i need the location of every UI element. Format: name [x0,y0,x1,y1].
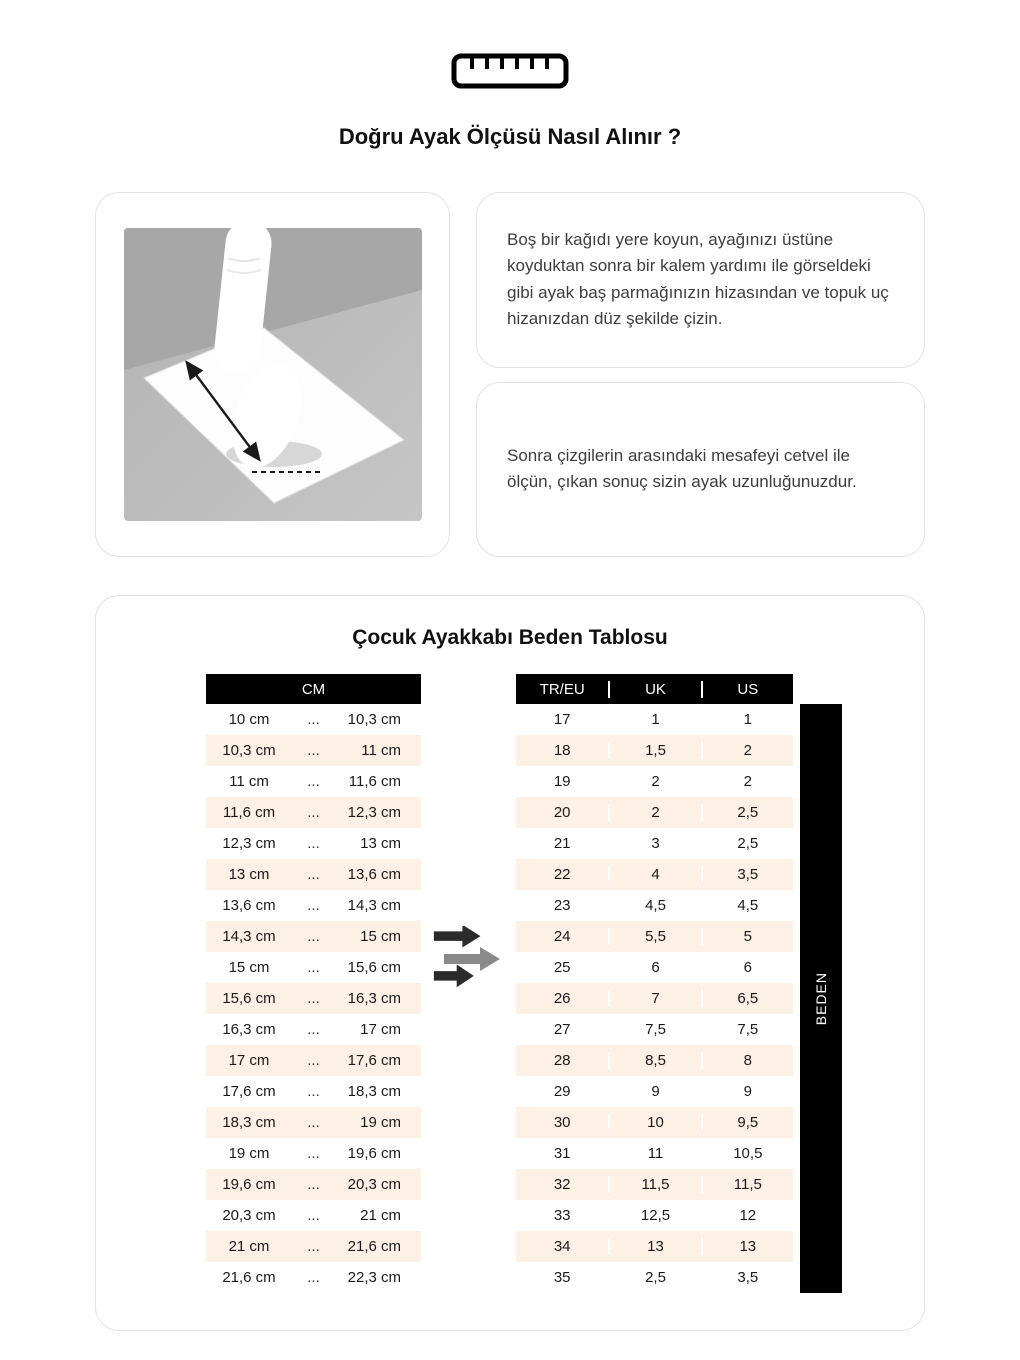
cm-to-cell: 17,6 cm [347,1052,401,1069]
cm-from-cell: 18,3 cm [222,1114,276,1131]
uk-cell: 13 [608,1238,700,1255]
treu-cell: 18 [553,742,571,759]
size-table-row [516,766,793,797]
size-table-row [516,1138,793,1169]
cm-table-row [206,735,421,766]
treu-cell: 31 [553,1145,571,1162]
us-cell: 7,5 [701,1021,793,1038]
cm-from-cell: 15 cm [228,959,270,976]
us-cell: 2 [701,773,793,790]
size-chart-title: Çocuk Ayakkabı Beden Tablosu [352,626,668,649]
cm-table-row [206,828,421,859]
cm-header-label: CM [301,680,326,698]
cm-to-cell: 20,3 cm [347,1176,401,1193]
treu-cell: 35 [553,1269,571,1286]
foot-measure-photo-card [95,192,450,557]
cm-from-cell: 10 cm [228,711,270,728]
cm-table-row [206,704,421,735]
cm-table-row [206,1076,421,1107]
us-cell: 2,5 [701,804,793,821]
cm-table-row [206,1045,421,1076]
size-chart-card [95,595,925,1331]
cm-from-cell: 20,3 cm [222,1207,276,1224]
cm-separator-cell: ... [307,1114,320,1131]
size-table-row [516,983,793,1014]
treu-cell: 24 [553,928,571,945]
cm-separator-cell: ... [307,959,320,976]
treu-cell: 23 [553,897,571,914]
uk-cell: 5,5 [608,928,700,945]
size-table-row [516,735,793,766]
cm-separator-cell: ... [307,1021,320,1038]
cm-separator-cell: ... [307,1238,320,1255]
size-table-row [516,1014,793,1045]
cm-to-cell: 10,3 cm [347,711,401,728]
instruction-steps [476,192,925,557]
cm-table-row [206,1169,421,1200]
size-table-row [516,797,793,828]
foot-on-paper-illustration [124,228,422,521]
treu-header: TR/EU [539,680,585,698]
cm-to-cell: 19 cm [360,1114,401,1131]
treu-cell: 30 [553,1114,571,1131]
cm-to-cell: 13,6 cm [347,866,401,883]
cm-table-row [206,1200,421,1231]
size-table-row [516,921,793,952]
beden-side-bar [800,704,842,1293]
cm-to-cell: 19,6 cm [347,1145,401,1162]
size-table-row [516,1076,793,1107]
uk-cell: 7 [608,990,700,1007]
cm-separator-cell: ... [307,1176,320,1193]
uk-cell: 1,5 [608,742,700,759]
us-cell: 6 [701,959,793,976]
cm-to-cell: 21 cm [360,1207,401,1224]
treu-cell: 20 [553,804,571,821]
cm-from-cell: 11 cm [229,773,269,790]
size-table-header [516,674,793,704]
cm-from-cell: 11,6 cm [222,804,276,821]
treu-cell: 29 [553,1083,571,1100]
instruction-step-1 [476,192,925,368]
cm-table-row [206,890,421,921]
cm-separator-cell: ... [307,742,320,759]
uk-cell: 7,5 [608,1021,700,1038]
treu-cell: 19 [553,773,571,790]
ruler-icon [451,52,569,90]
us-cell: 5 [701,928,793,945]
cm-to-cell: 15 cm [360,928,401,945]
us-cell: 11,5 [701,1176,793,1193]
cm-separator-cell: ... [307,990,320,1007]
cm-from-cell: 13,6 cm [222,897,276,914]
cm-table-body [206,704,421,1293]
size-table [516,674,793,1293]
cm-from-cell: 13 cm [228,866,270,883]
cm-to-cell: 21,6 cm [347,1238,401,1255]
treu-cell: 26 [553,990,571,1007]
foot-measure-photo [124,228,422,521]
uk-cell: 11,5 [608,1176,700,1193]
uk-cell: 10 [608,1114,700,1131]
size-table-row [516,1231,793,1262]
uk-cell: 4,5 [608,897,700,914]
cm-table-header [206,674,421,704]
cm-separator-cell: ... [307,1145,320,1162]
cm-from-cell: 16,3 cm [222,1021,276,1038]
us-cell: 1 [701,711,793,728]
cm-to-cell: 11,6 cm [348,773,401,790]
cm-table [206,674,421,1293]
us-cell: 12 [701,1207,793,1224]
instruction-step-2-text: Sonra çizgilerin arasındaki mesafeyi cetvel ile ölçün, çıkan sonuç sizin ayak uzunluğunuzdur. [507,445,857,492]
treu-cell: 25 [553,959,571,976]
treu-cell: 32 [553,1176,571,1193]
treu-cell: 21 [553,835,571,852]
size-table-row [516,1169,793,1200]
size-table-row [516,1045,793,1076]
cm-separator-cell: ... [307,711,320,728]
us-cell: 13 [701,1238,793,1255]
cm-table-row [206,859,421,890]
us-header: US [701,681,793,698]
cm-table-row [206,1107,421,1138]
convert-arrows-icon [432,926,506,998]
treu-cell: 22 [553,866,571,883]
instruction-step-1-text: Boş bir kağıdı yere koyun, ayağınızı üstüne koyduktan sonra bir kalem yardımı ile görseldeki gibi ayak baş parmağınızın hizasından ve topuk uç hizanızdan düz şekilde çizin. [507,230,889,329]
cm-to-cell: 15,6 cm [347,959,401,976]
size-table-row [516,828,793,859]
us-cell: 2 [701,742,793,759]
cm-table-row [206,921,421,952]
uk-cell: 8,5 [608,1052,700,1069]
us-cell: 4,5 [701,897,793,914]
cm-table-row [206,1262,421,1293]
cm-to-cell: 16,3 cm [347,990,401,1007]
tables-area [96,674,924,1296]
size-table-row [516,890,793,921]
uk-cell: 4 [608,866,700,883]
cm-to-cell: 22,3 cm [347,1269,401,1286]
cm-from-cell: 14,3 cm [222,928,276,945]
uk-cell: 2 [608,773,700,790]
cm-to-cell: 12,3 cm [347,804,401,821]
uk-cell: 6 [608,959,700,976]
us-cell: 2,5 [701,835,793,852]
cm-separator-cell: ... [307,804,320,821]
us-cell: 9 [701,1083,793,1100]
cm-separator-cell: ... [307,1052,320,1069]
size-table-row [516,952,793,983]
us-cell: 10,5 [701,1145,793,1162]
cm-from-cell: 21,6 cm [222,1269,276,1286]
page-title: Doğru Ayak Ölçüsü Nasıl Alınır ? [338,124,682,149]
uk-cell: 9 [608,1083,700,1100]
uk-cell: 3 [608,835,700,852]
cm-table-row [206,1138,421,1169]
instruction-step-2 [476,382,925,558]
uk-cell: 11 [608,1145,700,1162]
uk-header: UK [608,681,700,698]
treu-cell: 34 [553,1238,571,1255]
cm-separator-cell: ... [307,835,320,852]
cm-to-cell: 13 cm [360,835,401,852]
howto-section [95,192,925,557]
cm-table-row [206,797,421,828]
cm-from-cell: 15,6 cm [222,990,276,1007]
us-cell: 9,5 [701,1114,793,1131]
cm-from-cell: 17 cm [228,1052,270,1069]
us-cell: 8 [701,1052,793,1069]
beden-side-label: BEDEN [813,971,829,1026]
cm-to-cell: 17 cm [360,1021,401,1038]
uk-cell: 2 [608,804,700,821]
cm-from-cell: 10,3 cm [222,742,276,759]
cm-table-row [206,1014,421,1045]
cm-from-cell: 17,6 cm [222,1083,276,1100]
uk-cell: 1 [608,711,700,728]
cm-table-row [206,766,421,797]
cm-table-row [206,983,421,1014]
treu-cell: 17 [553,711,571,728]
treu-cell: 28 [553,1052,571,1069]
cm-separator-cell: ... [307,1269,320,1286]
size-table-body [516,704,793,1293]
cm-table-row [206,1231,421,1262]
size-table-row [516,1107,793,1138]
us-cell: 6,5 [701,990,793,1007]
cm-to-cell: 14,3 cm [347,897,401,914]
cm-from-cell: 21 cm [228,1238,270,1255]
cm-separator-cell: ... [307,866,320,883]
ruler-icon-wrap [0,0,1020,90]
uk-cell: 2,5 [608,1269,700,1286]
us-cell: 3,5 [701,1269,793,1286]
cm-from-cell: 19 cm [228,1145,270,1162]
cm-from-cell: 12,3 cm [222,835,276,852]
cm-to-cell: 18,3 cm [347,1083,401,1100]
treu-cell: 33 [553,1207,571,1224]
uk-cell: 12,5 [608,1207,700,1224]
cm-table-row [206,952,421,983]
size-table-row [516,1200,793,1231]
cm-separator-cell: ... [307,1083,320,1100]
cm-separator-cell: ... [307,897,320,914]
us-cell: 3,5 [701,866,793,883]
size-table-row [516,1262,793,1293]
cm-separator-cell: ... [307,928,320,945]
cm-from-cell: 19,6 cm [222,1176,276,1193]
cm-separator-cell: ... [307,773,320,790]
treu-cell: 27 [553,1021,571,1038]
size-table-row [516,859,793,890]
size-table-row [516,704,793,735]
cm-separator-cell: ... [307,1207,320,1224]
cm-to-cell: 11 cm [361,742,401,759]
